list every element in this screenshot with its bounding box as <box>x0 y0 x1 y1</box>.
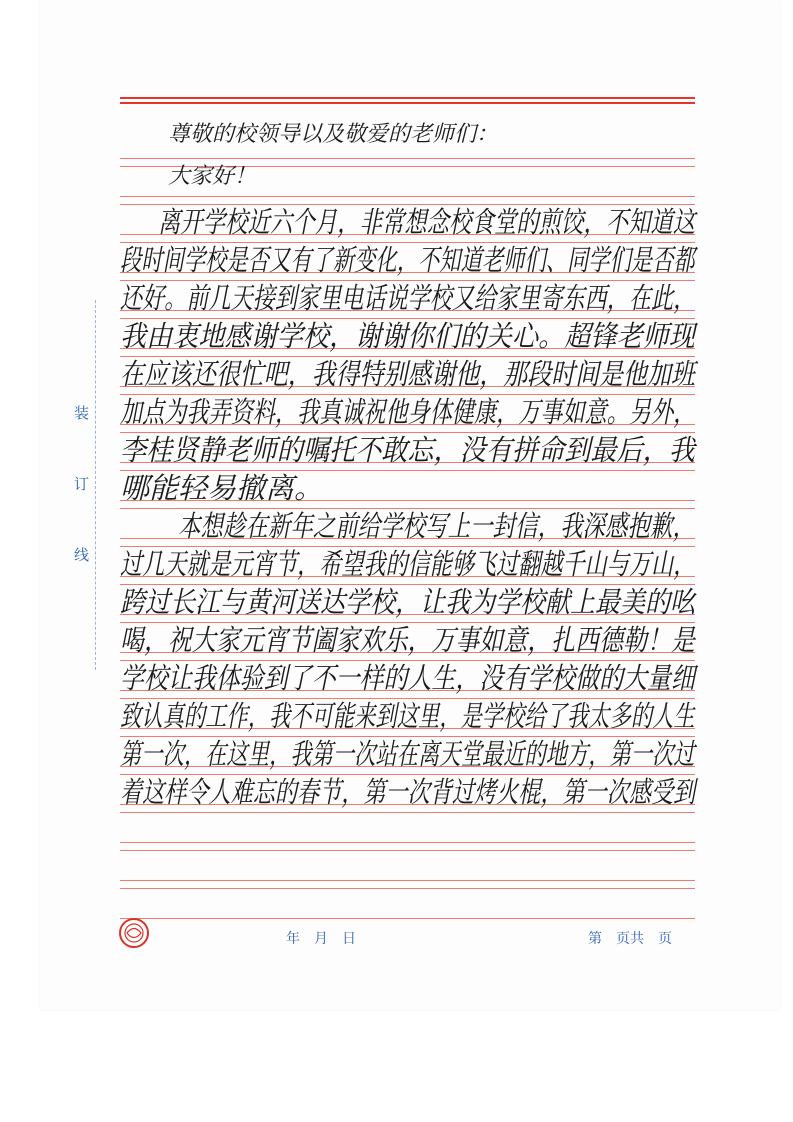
ruled-line <box>120 888 695 889</box>
top-red-rule-secondary <box>120 102 695 104</box>
ruled-line <box>120 918 695 919</box>
footer-date: 年 月 日 <box>286 931 356 947</box>
letter-line: 离开学校近六个月，非常想念校食堂的煎饺，不知道这 <box>158 205 696 239</box>
binding-dashed-margin <box>95 300 96 670</box>
letter-line: 还好。前几天接到家里电话说学校又给家里寄东西，在此， <box>120 281 696 315</box>
paper-sheet <box>40 0 780 1010</box>
letter-line: 段时间学校是否又有了新变化，不知道老师们、同学们是否都 <box>120 243 695 277</box>
letter-line: 过几天就是元宵节，希望我的信能够飞过翻越千山与万山， <box>120 547 696 581</box>
letter-line: 学校让我体验到了不一样的人生，没有学校做的大量细 <box>120 661 695 695</box>
letter-line: 我由衷地感谢学校，谢谢你们的关心。超锋老师现 <box>120 319 695 353</box>
letter-greeting: 大家好！ <box>168 164 257 189</box>
letter-salutation: 尊敬的校领导以及敬爱的老师们： <box>168 122 499 147</box>
letter-line: 第一次，在这里，我第一次站在离天堂最近的地方，第一次过 <box>120 737 695 771</box>
letter-line: 着这样令人难忘的春节，第一次背过烤火棍，第一次感受到 <box>120 775 696 809</box>
letter-line: 跨过长江与黄河送达学校，让我为学校献上最美的吆 <box>120 585 695 619</box>
ruled-line <box>120 880 695 881</box>
ruled-line <box>120 158 695 159</box>
letter-line: 在应该还很忙吧，我得特别感谢他，那段时间是他加班 <box>120 357 695 391</box>
ruled-line <box>120 812 695 813</box>
binding-label-zhuang: 装 <box>74 404 90 422</box>
letter-line: 加点为我弄资料，我真诚祝他身体健康，万事如意。另外， <box>120 395 696 429</box>
stamp-logo-icon <box>117 916 151 950</box>
letter-line: 哪能轻易撤离。 <box>120 471 324 505</box>
binding-label-xian: 线 <box>74 546 90 564</box>
letter-line: 本想趁在新年之前给学校写上一封信，我深感抱歉， <box>178 509 695 543</box>
letter-line: 致认真的工作，我不可能来到这里，是学校给了我太多的人生 <box>120 699 695 733</box>
ruled-line <box>120 842 695 843</box>
letter-line: 喝，祝大家元宵节阖家欢乐，万事如意，扎西德勒！是 <box>120 623 695 657</box>
binding-label-ding: 订 <box>74 475 90 493</box>
ruled-line <box>120 196 695 197</box>
footer-page-count: 第 页共 页 <box>588 931 672 947</box>
top-red-rule <box>120 97 695 99</box>
letter-line: 李桂贤静老师的嘱托不敢忘，没有拼命到最后，我 <box>120 433 695 467</box>
ruled-line <box>120 850 695 851</box>
